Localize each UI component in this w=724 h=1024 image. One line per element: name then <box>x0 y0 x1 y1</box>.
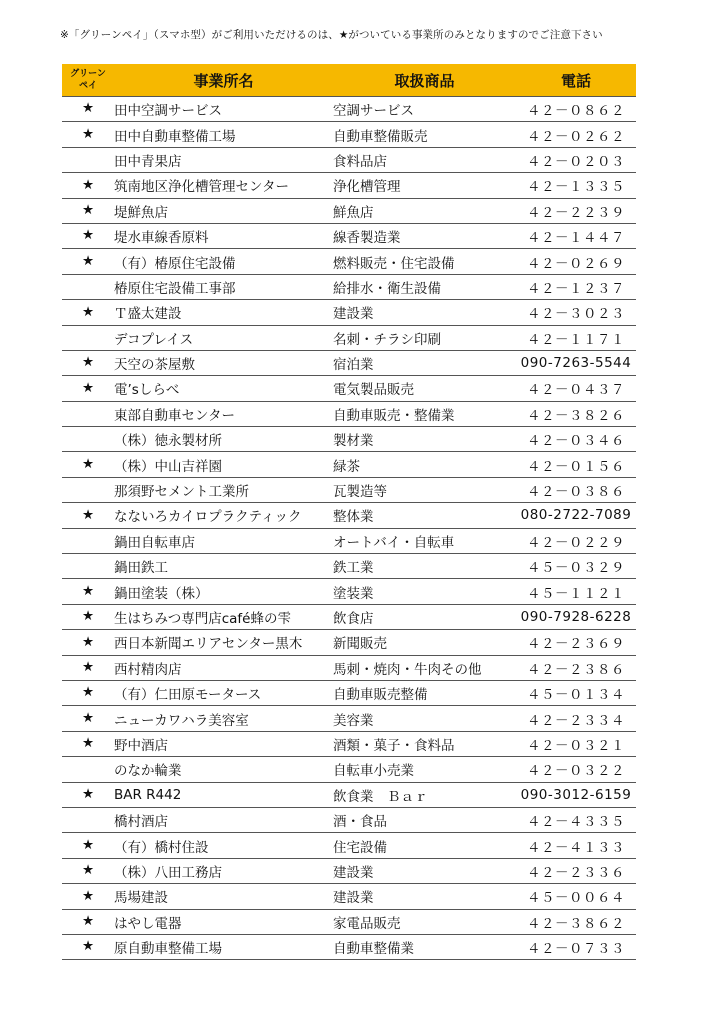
phone-number: ４２－１２３７ <box>516 274 636 299</box>
table-row <box>62 782 636 807</box>
table-row <box>62 401 636 426</box>
greenpay-star-icon: ★ <box>62 782 114 807</box>
greenpay-star-icon: ★ <box>62 122 114 147</box>
products: 塗装業 <box>333 579 516 604</box>
notice-text: ※「グリーンペイ」（スマホ型）がご利用いただけるのは、★がついている事業所のみとなりますのでご注意下さい <box>60 29 603 41</box>
phone-number: ４２－０８６２ <box>516 97 636 122</box>
table-row <box>62 122 636 147</box>
products: 空調サービス <box>333 97 516 122</box>
business-name: 西日本新聞エリアセンター黒木 <box>114 630 333 655</box>
business-name: はやし電器 <box>114 909 333 934</box>
business-name: Ｔ盛太建設 <box>114 300 333 325</box>
business-name: 電’sしらべ <box>114 376 333 401</box>
table-row <box>62 477 636 502</box>
greenpay-star-icon: ★ <box>62 579 114 604</box>
table-row <box>62 579 636 604</box>
greenpay-star-icon <box>62 807 114 832</box>
table-header-row <box>62 64 636 97</box>
greenpay-star-icon: ★ <box>62 223 114 248</box>
products: 新聞販売 <box>333 630 516 655</box>
greenpay-star-icon <box>62 554 114 579</box>
table-row <box>62 173 636 198</box>
business-name: 原自動車整備工場 <box>114 934 333 959</box>
products: 自動車整備業 <box>333 934 516 959</box>
phone-number: ４２－０３２１ <box>516 731 636 756</box>
table-row <box>62 427 636 452</box>
greenpay-star-icon: ★ <box>62 884 114 909</box>
table-row <box>62 452 636 477</box>
greenpay-star-icon: ★ <box>62 350 114 375</box>
table-row <box>62 909 636 934</box>
business-name: 馬場建設 <box>114 884 333 909</box>
phone-number: ４２－０７３３ <box>516 934 636 959</box>
table-row <box>62 223 636 248</box>
table-row <box>62 274 636 299</box>
phone-number: ４２－０２２９ <box>516 528 636 553</box>
business-name: のなか輪業 <box>114 757 333 782</box>
business-name: 鍋田塗装（株） <box>114 579 333 604</box>
business-name: 生はちみつ専門店café蜂の雫 <box>114 604 333 629</box>
business-name: なないろカイロプラクティック <box>114 503 333 528</box>
greenpay-star-icon: ★ <box>62 300 114 325</box>
products: 食料品店 <box>333 147 516 172</box>
products: 建設業 <box>333 300 516 325</box>
business-table <box>62 64 636 960</box>
phone-number: ４２－３８２６ <box>516 401 636 426</box>
products: 名刺・チラシ印刷 <box>333 325 516 350</box>
phone-number: ４２－２３８６ <box>516 655 636 680</box>
phone-number: ４２－０４３７ <box>516 376 636 401</box>
table-row <box>62 528 636 553</box>
business-name: ニューカワハラ美容室 <box>114 706 333 731</box>
business-name: 田中自動車整備工場 <box>114 122 333 147</box>
phone-number: ４５－０３２９ <box>516 554 636 579</box>
phone-number: ４２－４１３３ <box>516 833 636 858</box>
products: 住宅設備 <box>333 833 516 858</box>
greenpay-star-icon: ★ <box>62 909 114 934</box>
greenpay-star-icon: ★ <box>62 503 114 528</box>
phone-number: ４２－２３３６ <box>516 858 636 883</box>
business-name: （有）椿原住宅設備 <box>114 249 333 274</box>
products: 浄化槽管理 <box>333 173 516 198</box>
greenpay-star-icon: ★ <box>62 630 114 655</box>
table-row <box>62 680 636 705</box>
greenpay-star-icon: ★ <box>62 731 114 756</box>
table-row <box>62 350 636 375</box>
table-row <box>62 376 636 401</box>
table-row <box>62 858 636 883</box>
phone-number: ４２－２２３９ <box>516 198 636 223</box>
phone-number: ４５－００６４ <box>516 884 636 909</box>
phone-number: ４２－０２６９ <box>516 249 636 274</box>
header-products: 取扱商品 <box>333 64 516 97</box>
table-row <box>62 147 636 172</box>
products: 自動車整備販売 <box>333 122 516 147</box>
business-name: （有）仁田原モータース <box>114 680 333 705</box>
phone-number: ４２－２３３４ <box>516 706 636 731</box>
business-name: BAR R442 <box>114 782 333 807</box>
products: 自転車小売業 <box>333 757 516 782</box>
products: 瓦製造等 <box>333 477 516 502</box>
greenpay-star-icon <box>62 528 114 553</box>
table-row <box>62 833 636 858</box>
greenpay-star-icon <box>62 427 114 452</box>
table-row <box>62 198 636 223</box>
greenpay-star-icon: ★ <box>62 655 114 680</box>
table-row <box>62 554 636 579</box>
greenpay-star-icon: ★ <box>62 604 114 629</box>
business-name: 田中青果店 <box>114 147 333 172</box>
products: 美容業 <box>333 706 516 731</box>
greenpay-star-icon: ★ <box>62 452 114 477</box>
products: 燃料販売・住宅設備 <box>333 249 516 274</box>
products: 家電品販売 <box>333 909 516 934</box>
products: 飲食業 Ｂａｒ <box>333 782 516 807</box>
phone-number: ４５－１１２１ <box>516 579 636 604</box>
products: 整体業 <box>333 503 516 528</box>
products: 鉄工業 <box>333 554 516 579</box>
phone-number: ４２－１３３５ <box>516 173 636 198</box>
greenpay-star-icon: ★ <box>62 680 114 705</box>
phone-number: 080-2722-7089 <box>516 503 636 528</box>
business-name: 田中空調サービス <box>114 97 333 122</box>
business-name: 椿原住宅設備工事部 <box>114 274 333 299</box>
phone-number: ４２－０３４６ <box>516 427 636 452</box>
business-name: 筑南地区浄化槽管理センター <box>114 173 333 198</box>
business-name: （有）橋村住設 <box>114 833 333 858</box>
table-row <box>62 249 636 274</box>
table-row <box>62 706 636 731</box>
header-greenpay-label: グリーン ペイ <box>70 69 106 91</box>
greenpay-star-icon <box>62 477 114 502</box>
table-row <box>62 604 636 629</box>
table-row <box>62 934 636 959</box>
phone-number: 090-3012-6159 <box>516 782 636 807</box>
phone-number: ４２－３８６２ <box>516 909 636 934</box>
products: 給排水・衛生設備 <box>333 274 516 299</box>
greenpay-star-icon: ★ <box>62 249 114 274</box>
greenpay-star-icon <box>62 147 114 172</box>
business-name: 天空の茶屋敷 <box>114 350 333 375</box>
business-name: デコプレイス <box>114 325 333 350</box>
table-row <box>62 503 636 528</box>
business-name: 那須野セメント工業所 <box>114 477 333 502</box>
business-name: 堤水車線香原料 <box>114 223 333 248</box>
greenpay-star-icon: ★ <box>62 376 114 401</box>
table-row <box>62 655 636 680</box>
header-business-name: 事業所名 <box>114 64 333 97</box>
phone-number: ４２－０３８６ <box>516 477 636 502</box>
table-row <box>62 325 636 350</box>
phone-number: 090-7928-6228 <box>516 604 636 629</box>
products: オートバイ・自転車 <box>333 528 516 553</box>
products: 自動車販売・整備業 <box>333 401 516 426</box>
greenpay-star-icon <box>62 757 114 782</box>
table-row <box>62 731 636 756</box>
products: 電気製品販売 <box>333 376 516 401</box>
phone-number: ４２－０２０３ <box>516 147 636 172</box>
table-row <box>62 807 636 832</box>
business-name: 鍋田自転車店 <box>114 528 333 553</box>
business-name: 鍋田鉄工 <box>114 554 333 579</box>
table-row <box>62 884 636 909</box>
phone-number: ４２－３０２３ <box>516 300 636 325</box>
products: 酒・食品 <box>333 807 516 832</box>
header-phone: 電話 <box>516 64 636 97</box>
business-name: 橋村酒店 <box>114 807 333 832</box>
business-name: 西村精肉店 <box>114 655 333 680</box>
phone-number: ４２－４３３５ <box>516 807 636 832</box>
phone-number: ４５－０１３４ <box>516 680 636 705</box>
greenpay-star-icon <box>62 274 114 299</box>
business-name: （株）八田工務店 <box>114 858 333 883</box>
header-greenpay <box>62 64 114 97</box>
greenpay-star-icon: ★ <box>62 934 114 959</box>
products: 緑茶 <box>333 452 516 477</box>
greenpay-star-icon <box>62 401 114 426</box>
table-row <box>62 97 636 122</box>
table-row <box>62 300 636 325</box>
business-name: 野中酒店 <box>114 731 333 756</box>
products: 製材業 <box>333 427 516 452</box>
products: 線香製造業 <box>333 223 516 248</box>
greenpay-star-icon: ★ <box>62 173 114 198</box>
phone-number: ４２－０２６２ <box>516 122 636 147</box>
products: 宿泊業 <box>333 350 516 375</box>
phone-number: 090-7263-5544 <box>516 350 636 375</box>
table-row <box>62 630 636 655</box>
greenpay-star-icon: ★ <box>62 97 114 122</box>
phone-number: ４２－１４４７ <box>516 223 636 248</box>
business-name: （株）中山吉祥園 <box>114 452 333 477</box>
greenpay-star-icon: ★ <box>62 706 114 731</box>
business-name: 東部自動車センター <box>114 401 333 426</box>
products: 建設業 <box>333 858 516 883</box>
greenpay-star-icon: ★ <box>62 833 114 858</box>
phone-number: ４２－０３２２ <box>516 757 636 782</box>
products: 建設業 <box>333 884 516 909</box>
greenpay-star-icon: ★ <box>62 858 114 883</box>
phone-number: ４２－２３６９ <box>516 630 636 655</box>
phone-number: ４２－１１７１ <box>516 325 636 350</box>
products: 馬刺・焼肉・牛肉その他 <box>333 655 516 680</box>
table-row <box>62 757 636 782</box>
products: 鮮魚店 <box>333 198 516 223</box>
greenpay-star-icon <box>62 325 114 350</box>
business-name: （株）徳永製材所 <box>114 427 333 452</box>
products: 飲食店 <box>333 604 516 629</box>
greenpay-star-icon: ★ <box>62 198 114 223</box>
phone-number: ４２－０１５６ <box>516 452 636 477</box>
business-name: 堤鮮魚店 <box>114 198 333 223</box>
products: 自動車販売整備 <box>333 680 516 705</box>
products: 酒類・菓子・食料品 <box>333 731 516 756</box>
